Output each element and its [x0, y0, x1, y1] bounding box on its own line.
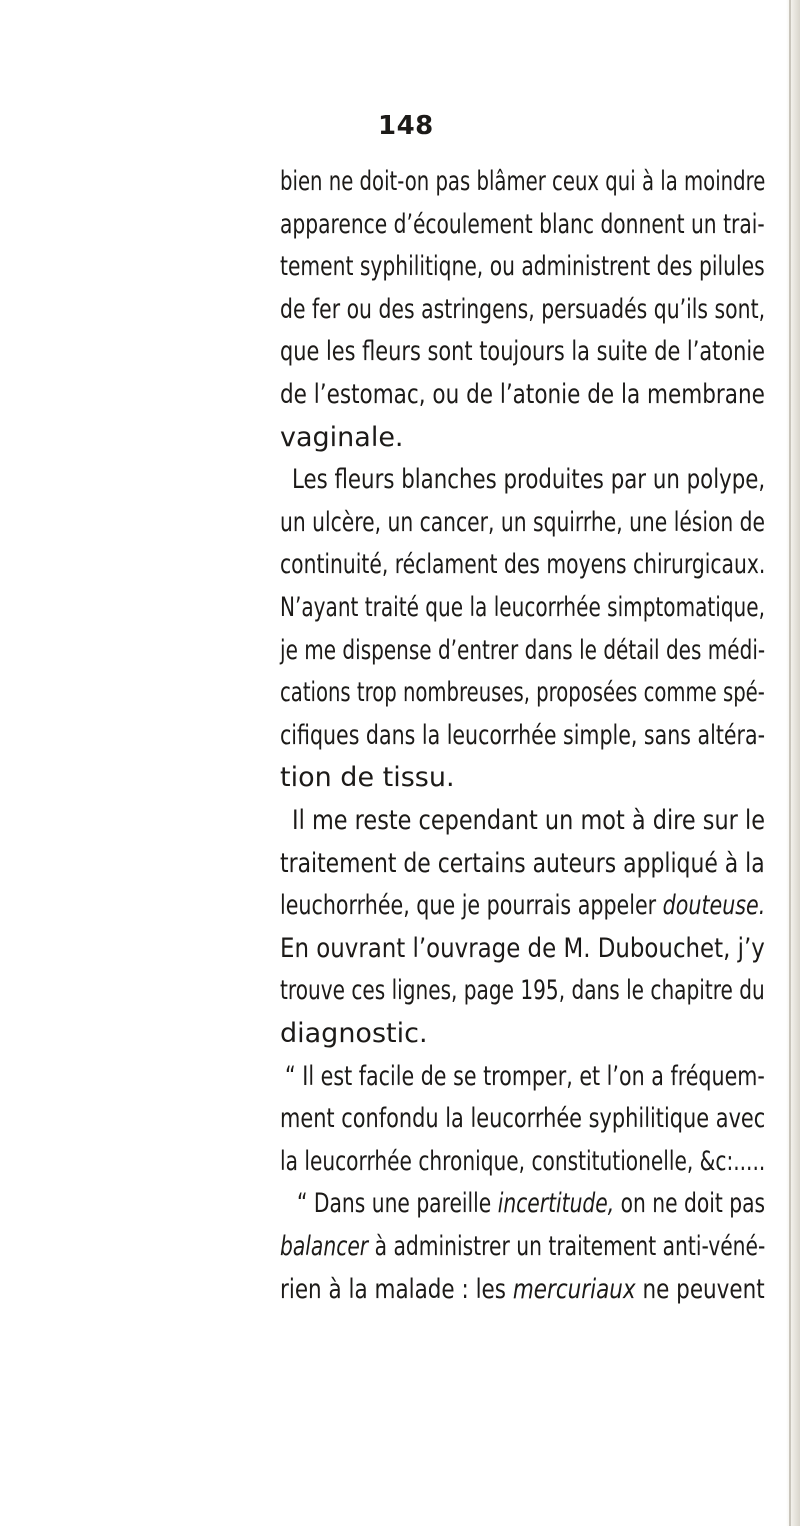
text-segment: de fer ou des astringens, persuadés qu’ils sont, [280, 293, 766, 325]
text-segment: N’ayant traité que la leucorrhée simptomatique, [280, 592, 765, 623]
text-line [292, 799, 765, 843]
text-line [280, 714, 765, 758]
text-segment: vaginale. [280, 421, 404, 453]
text-segment: “ Dans une pareille [297, 1188, 498, 1220]
text-segment: Il me reste cependant un mot à dire sur le [292, 805, 766, 836]
text-line [292, 458, 765, 502]
text-segment: je me dispense d’entrer dans le détail des médi- [280, 634, 766, 666]
text-line [280, 842, 765, 886]
text-segment: un ulcère, un cancer, un squirrhe, une lésion de [280, 506, 766, 538]
text-segment: apparence d’écoulement blanc donnent un trai- [280, 208, 765, 240]
text-line [280, 884, 765, 928]
text-segment: trouve ces lignes, page 195, dans le chapitre du [280, 975, 765, 1007]
text-segment: à administrer un traitement anti-véné- [368, 1231, 766, 1262]
text-line [280, 756, 455, 800]
text-segment: bien ne doit-on pas blâmer ceux qui à la moindre [280, 166, 766, 197]
italic-segment: incertitude, [497, 1188, 615, 1220]
text-line [280, 245, 765, 289]
text-segment: continuité, réclament des moyens chirurgicaux. [280, 549, 766, 581]
text-segment: diagnostic. [280, 1018, 428, 1049]
text-line [280, 671, 765, 715]
text-line [280, 1012, 428, 1056]
text-line [280, 330, 765, 374]
italic-segment: mercuriaux [512, 1273, 636, 1305]
text-segment: tement syphilitiqne, ou administrent des pilules [280, 251, 765, 283]
text-segment: la leucorrhée chronique, constitutionelle, &c:..... [280, 1145, 766, 1177]
text-segment: Les fleurs blanches produites par un polype, [292, 464, 766, 496]
text-segment: leuchorrhée, que je pourrais appeler [280, 890, 663, 922]
text-line [280, 373, 765, 417]
text-line [280, 416, 404, 460]
text-segment: rien à la malade : les [280, 1273, 513, 1305]
text-line [280, 1097, 765, 1141]
text-line [280, 1268, 765, 1312]
text-line [280, 586, 765, 630]
text-line [280, 160, 765, 204]
text-line [280, 1225, 765, 1269]
page-number: 148 [378, 111, 434, 141]
text-segment: de l’estomac, ou de l’atonie de la membrane [280, 379, 765, 410]
text-line [280, 543, 765, 587]
text-line [280, 203, 765, 247]
text-line [280, 288, 765, 332]
text-segment: En ouvrant l’ouvrage de M. Dubouchet, j’y [280, 932, 765, 964]
text-line [280, 629, 765, 673]
text-line [285, 1055, 765, 1099]
text-segment: “ Il est facile de se tromper, et l’on a fréquem- [285, 1060, 765, 1092]
text-line [280, 1140, 765, 1184]
text-segment: ne peuvent [635, 1273, 765, 1305]
text-segment: que les fleurs sont toujours la suite de l’atonie [280, 336, 766, 368]
text-segment: tion de tissu. [280, 762, 455, 794]
italic-segment: balancer [280, 1231, 369, 1262]
text-line [280, 501, 765, 545]
text-segment: cifiques dans la leucorrhée simple, sans altéra- [280, 719, 765, 751]
text-line [280, 969, 765, 1013]
text-line [297, 1182, 765, 1226]
page-edge-line [789, 0, 791, 1526]
text-segment: cations trop nombreuses, proposées comme spé- [280, 677, 765, 709]
text-segment: traitement de certains auteurs appliqué à la [280, 847, 765, 879]
italic-segment: douteuse. [662, 890, 766, 922]
text-segment: ment confondu la leucorrhée syphilitique avec [280, 1103, 766, 1135]
text-segment: on ne doit pas [614, 1188, 766, 1220]
text-line [280, 927, 765, 971]
